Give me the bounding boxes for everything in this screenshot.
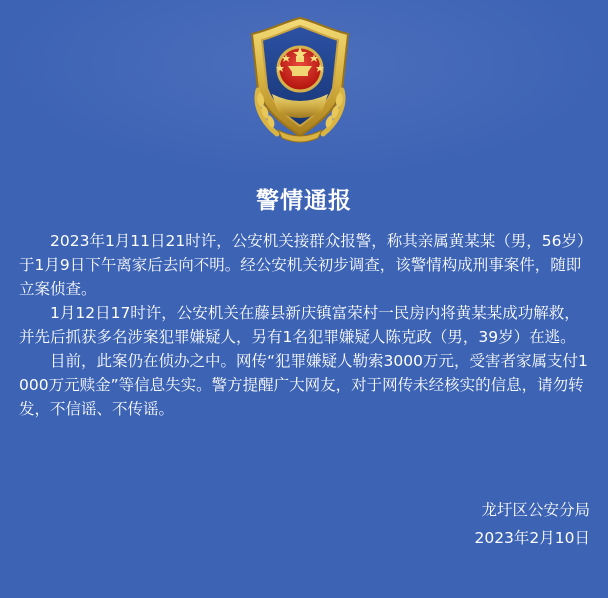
paragraph-1: 2023年1月11日21时许，公安机关接群众报警，称其亲属黄某某（男，56岁）于1月9日下午离家后去向不明。经公安机关初步调查，该警情构成刑事案件，随即立案侦查。 [19, 232, 585, 298]
issue-date: 2023年2月10日 [474, 529, 590, 547]
notice-title: 警情通报 [256, 188, 352, 214]
police-emblem-icon [234, 12, 366, 144]
police-emblem-graphic [234, 12, 366, 144]
paragraph-2: 1月12日17时许，公安机关在藤县新庆镇富荣村一民房内将黄某某成功解救，并先后抓获多名涉案犯罪嫌疑人，另有1名犯罪嫌疑人陈克政（男，39岁）在逃。 [19, 304, 580, 346]
issuing-organization: 龙圩区公安分局 [481, 501, 590, 519]
paragraph-3: 目前，此案仍在侦办之中。网传“犯罪嫌疑人勒索3000万元，受害者家属支付1000万元赎金”等信息失实。警方提醒广大网友，对于网传未经核实的信息，请勿转发，不信谣、不传谣。 [19, 352, 588, 418]
notice-content [19, 229, 591, 421]
